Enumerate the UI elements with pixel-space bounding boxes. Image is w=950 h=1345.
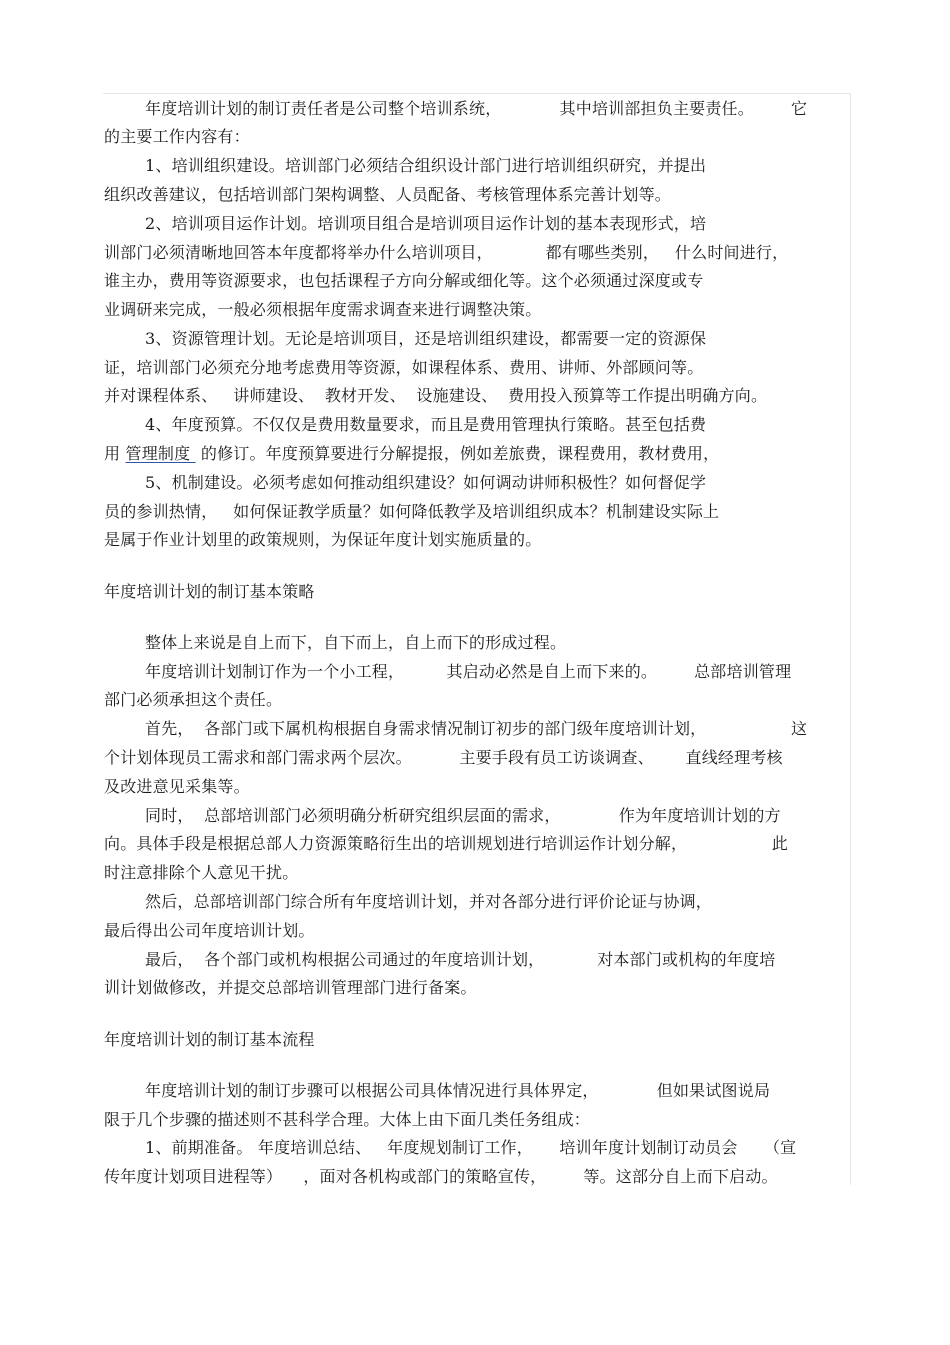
- paragraph-line: 年度培训计划制订作为一个小工程， 其启动必然是自上而下来的。 总部培训管理: [145, 662, 792, 681]
- paragraph-line: 向。具体手段是根据总部人力资源策略衍生出的培训规划进行培训运作计划分解， 此: [104, 834, 788, 853]
- management-system-link[interactable]: 管理制度: [125, 444, 196, 463]
- section-heading: 年度培训计划的制订基本流程: [104, 1030, 315, 1049]
- paragraph-line: 训部门必须清晰地回答本年度都将举办什么培训项目， 都有哪些类别， 什么时间进行，: [104, 243, 789, 262]
- paragraph-line: 首先， 各部门或下属机构根据自身需求情况制订初步的部门级年度培训计划， 这: [145, 719, 808, 738]
- paragraph-line-with-link: [104, 444, 719, 464]
- paragraph-line: 最后得出公司年度培训计划。: [104, 921, 315, 940]
- paragraph-line: 最后， 各个部门或机构根据公司通过的年度培训计划， 对本部门或机构的年度培: [145, 950, 776, 969]
- paragraph-line: 3、资源管理计划。无论是培训项目，还是培训组织建设，都需要一定的资源保: [145, 329, 707, 348]
- paragraph-line: 业调研来完成，一般必须根据年度需求调查来进行调整决策。: [104, 300, 542, 319]
- line-suffix: 的修订。年度预算要进行分解提报，例如差旅费，课程费用，教材费用，: [195, 444, 720, 463]
- paragraph-line: 2、培训项目运作计划。培训项目组合是培训项目运作计划的基本表现形式，培: [145, 214, 707, 233]
- paragraph-line: 同时， 总部培训部门必须明确分析研究组织层面的需求， 作为年度培训计划的方: [145, 806, 781, 825]
- paragraph-line: 1、前期准备。 年度培训总结、 年度规划制订工作， 培训年度计划制订动员会 （宣: [145, 1138, 797, 1157]
- paragraph-line: 训计划做修改，并提交总部培训管理部门进行备案。: [104, 978, 477, 997]
- paragraph-line: 4、年度预算。不仅仅是费用数量要求，而且是费用管理执行策略。甚至包括费: [145, 415, 707, 434]
- paragraph-line: 然后，总部培训部门综合所有年度培训计划，并对各部分进行评价论证与协调，: [145, 892, 713, 911]
- paragraph-line: 是属于作业计划里的政策规则，为保证年度计划实施质量的。: [104, 530, 542, 549]
- line-prefix: 用: [104, 444, 126, 463]
- paragraph-line: 年度培训计划的制订责任者是公司整个培训系统， 其中培训部担负主要责任。 它: [145, 99, 808, 118]
- paragraph-line: 个计划体现员工需求和部门需求两个层次。 主要手段有员工访谈调查、 直线经理考核: [104, 748, 783, 767]
- paragraph-line: 5、机制建设。必须考虑如何推动组织建设？如何调动讲师积极性？如何督促学: [145, 473, 707, 492]
- paragraph-line: 时注意排除个人意见干扰。: [104, 863, 299, 882]
- paragraph-line: 部门必须承担这个责任。: [104, 690, 283, 709]
- paragraph-line: 限于几个步骤的描述则不甚科学合理。大体上由下面几类任务组成：: [104, 1110, 591, 1129]
- paragraph-line: 的主要工作内容有：: [104, 127, 250, 146]
- paragraph-line: 整体上来说是自上而下，自下而上，自上而下的形成过程。: [145, 633, 567, 652]
- paragraph-line: 谁主办，费用等资源要求，也包括课程子方向分解或细化等。这个必须通过深度或专: [104, 271, 704, 290]
- paragraph-line: 组织改善建议，包括培训部门架构调整、人员配备、考核管理体系完善计划等。: [104, 185, 672, 204]
- paragraph-line: 1、培训组织建设。培训部门必须结合组织设计部门进行培训组织研究，并提出: [145, 156, 707, 175]
- section-heading: 年度培训计划的制订基本策略: [104, 582, 315, 601]
- paragraph-line: 及改进意见采集等。: [104, 777, 250, 796]
- paragraph-line: 年度培训计划的制订步骤可以根据公司具体情况进行具体界定， 但如果试图说局: [145, 1081, 771, 1100]
- paragraph-line: 证，培训部门必须充分地考虑费用等资源，如课程体系、费用、讲师、外部顾问等。: [104, 358, 704, 377]
- paragraph-line: 员的参训热情， 如何保证教学质量？如何降低教学及培训组织成本？机制建设实际上: [104, 502, 720, 521]
- paragraph-line: 并对课程体系、 讲师建设、 教材开发、 设施建设、 费用投入预算等工作提出明确方向。: [104, 386, 768, 405]
- paragraph-line: 传年度计划项目进程等） ，面对各机构或部门的策略宣传， 等。这部分自上而下启动。: [104, 1167, 778, 1186]
